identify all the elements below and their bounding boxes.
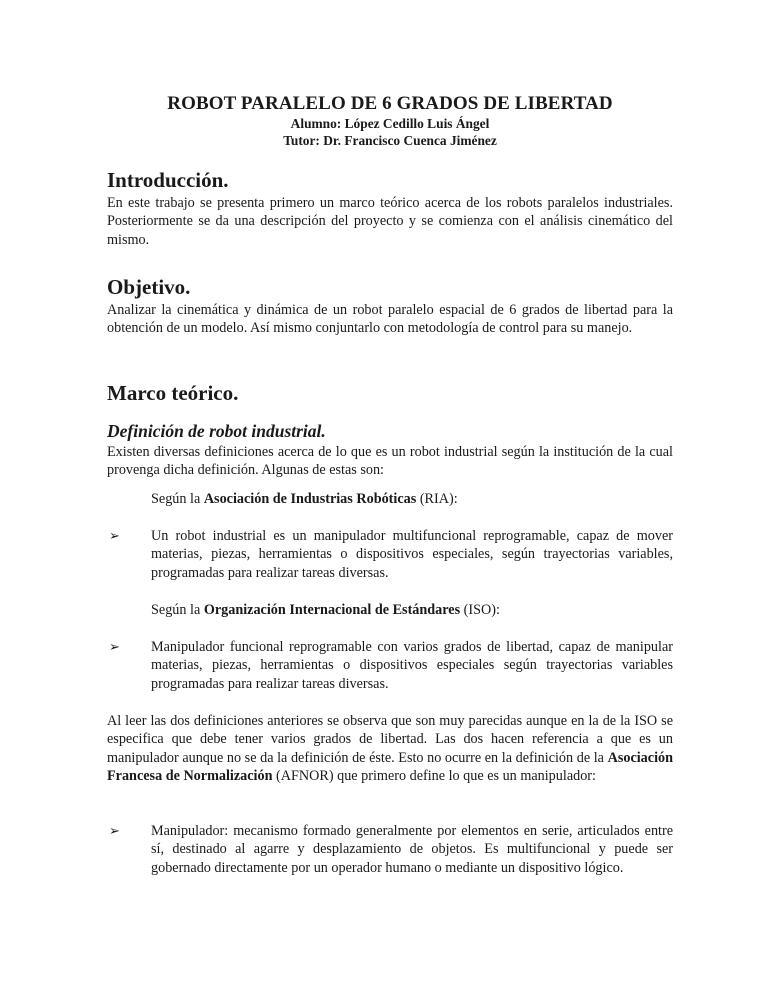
ria-definition-text: Un robot industrial es un manipulador multifuncional reprogramable, capaz de mover materias, piezas, herramientas o dispositivos especiales, según trayectorias variables, programadas para realizar tareas diversas. xyxy=(151,528,673,581)
tutor-name: Tutor: Dr. Francisco Cuenca Jiménez xyxy=(283,133,497,148)
iso-definition-text: Manipulador funcional reprogramable con varios grados de libertad, capaz de manipular materias, piezas, herramientas o dispositivos especiales según trayectorias variables programadas para realizar tareas diversas. xyxy=(151,639,673,692)
iso-source-line: Según la Organización Internacional de Estándares (ISO): xyxy=(151,602,500,618)
objective-heading: Objetivo. xyxy=(107,275,191,299)
definitions-intro-paragraph: Existen diversas definiciones acerca de lo que es un robot industrial según la institución de la cual provenga dicha definición. Algunas de estas son: xyxy=(107,444,673,479)
arrow-bullet-icon: ➢ xyxy=(109,639,120,654)
framework-heading: Marco teórico. xyxy=(107,381,239,405)
objective-paragraph: Analizar la cinemática y dinámica de un robot paralelo espacial de 6 grados de libertad para la obtención de un modelo. Así mismo conjuntarlo con metodología de control para su manejo. xyxy=(107,302,673,337)
industrial-robot-definition-subheading: Definición de robot industrial. xyxy=(107,421,326,441)
arrow-bullet-icon: ➢ xyxy=(109,823,120,838)
title-block xyxy=(107,93,673,149)
document-title: ROBOT PARALELO DE 6 GRADOS DE LIBERTAD xyxy=(167,93,613,114)
intro-heading: Introducción. xyxy=(107,168,229,192)
intro-paragraph: En este trabajo se presenta primero un marco teórico acerca de los robots paralelos industriales. Posteriormente se da una descripción del proyecto y se comienza con el análisis cinemático del mismo. xyxy=(107,195,673,248)
ria-source-line: Según la Asociación de Industrias Robóticas (RIA): xyxy=(151,491,458,507)
ria-org-name: Asociación de Industrias Robóticas xyxy=(203,491,417,507)
comparison-paragraph: Al leer las dos definiciones anteriores se observa que son muy parecidas aunque en la de la ISO se especifica que debe tener varios grados de libertad. Las dos hacen referencia a que es un manipulador aunque no se da la definición de éste. Esto no ocurre en la definición de la Asociación Francesa de Normalización (AFNOR) que primero define lo que es un manipulador: xyxy=(107,713,673,784)
arrow-bullet-icon: ➢ xyxy=(109,528,120,543)
afnor-definition-text: Manipulador: mecanismo formado generalmente por elementos en serie, articulados entre sí, destinado al agarre y desplazamiento de objetos. Es multifuncional y puede ser gobernado directamente por un operador humano o mediante un dispositivo lógico. xyxy=(151,823,673,876)
iso-org-name: Organización Internacional de Estándares xyxy=(203,602,461,618)
afnor-org-name: Asociación Francesa de Normalización xyxy=(107,749,673,784)
student-name: Alumno: López Cedillo Luis Ángel xyxy=(290,116,490,131)
